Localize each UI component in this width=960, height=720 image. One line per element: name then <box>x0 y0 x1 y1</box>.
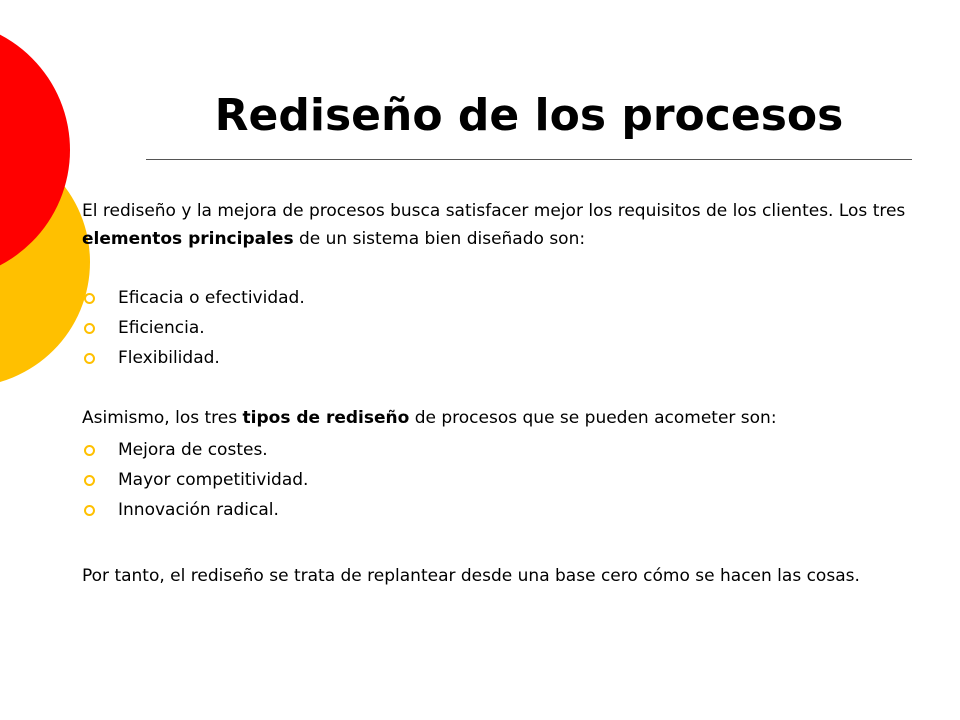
title-divider <box>146 159 912 160</box>
list-item-text: Flexibilidad. <box>118 348 220 368</box>
intro-text-start: El rediseño y la mejora de procesos busca satisfacer mejor los requisitos de los clientes. Los tres <box>82 201 906 221</box>
bullet-circle-icon <box>84 505 95 516</box>
bullet-circle-icon <box>84 475 95 486</box>
list-item-text: Eficacia o efectividad. <box>118 288 305 308</box>
bullet-circle-icon <box>84 353 95 364</box>
intro-paragraph <box>82 197 917 253</box>
bullet-circle-icon <box>84 445 95 456</box>
conclusion-paragraph: Por tanto, el rediseño se trata de replantear desde una base cero cómo se hacen las cosas. <box>82 566 860 586</box>
list-item <box>82 495 308 525</box>
page-title: Rediseño de los procesos <box>214 90 844 141</box>
list-item <box>82 283 305 313</box>
list-item <box>82 435 308 465</box>
types-intro-text-end: de procesos que se pueden acometer son: <box>409 408 777 428</box>
list-item-text: Mejora de costes. <box>118 440 268 460</box>
list-item <box>82 465 308 495</box>
list-item-text: Innovación radical. <box>118 500 279 520</box>
list-item-text: Mayor competitividad. <box>118 470 309 490</box>
list-item <box>82 313 305 343</box>
types-list <box>82 435 308 525</box>
intro-text-end: de un sistema bien diseñado son: <box>293 229 586 249</box>
types-intro-bold: tipos de rediseño <box>242 408 410 428</box>
types-intro-paragraph <box>82 404 917 432</box>
bullet-circle-icon <box>84 293 95 304</box>
intro-bold: elementos principales <box>82 229 294 249</box>
list-item <box>82 343 305 373</box>
list-item-text: Eficiencia. <box>118 318 205 338</box>
types-intro-text-start: Asimismo, los tres <box>82 408 243 428</box>
bullet-circle-icon <box>84 323 95 334</box>
elements-list <box>82 283 305 373</box>
